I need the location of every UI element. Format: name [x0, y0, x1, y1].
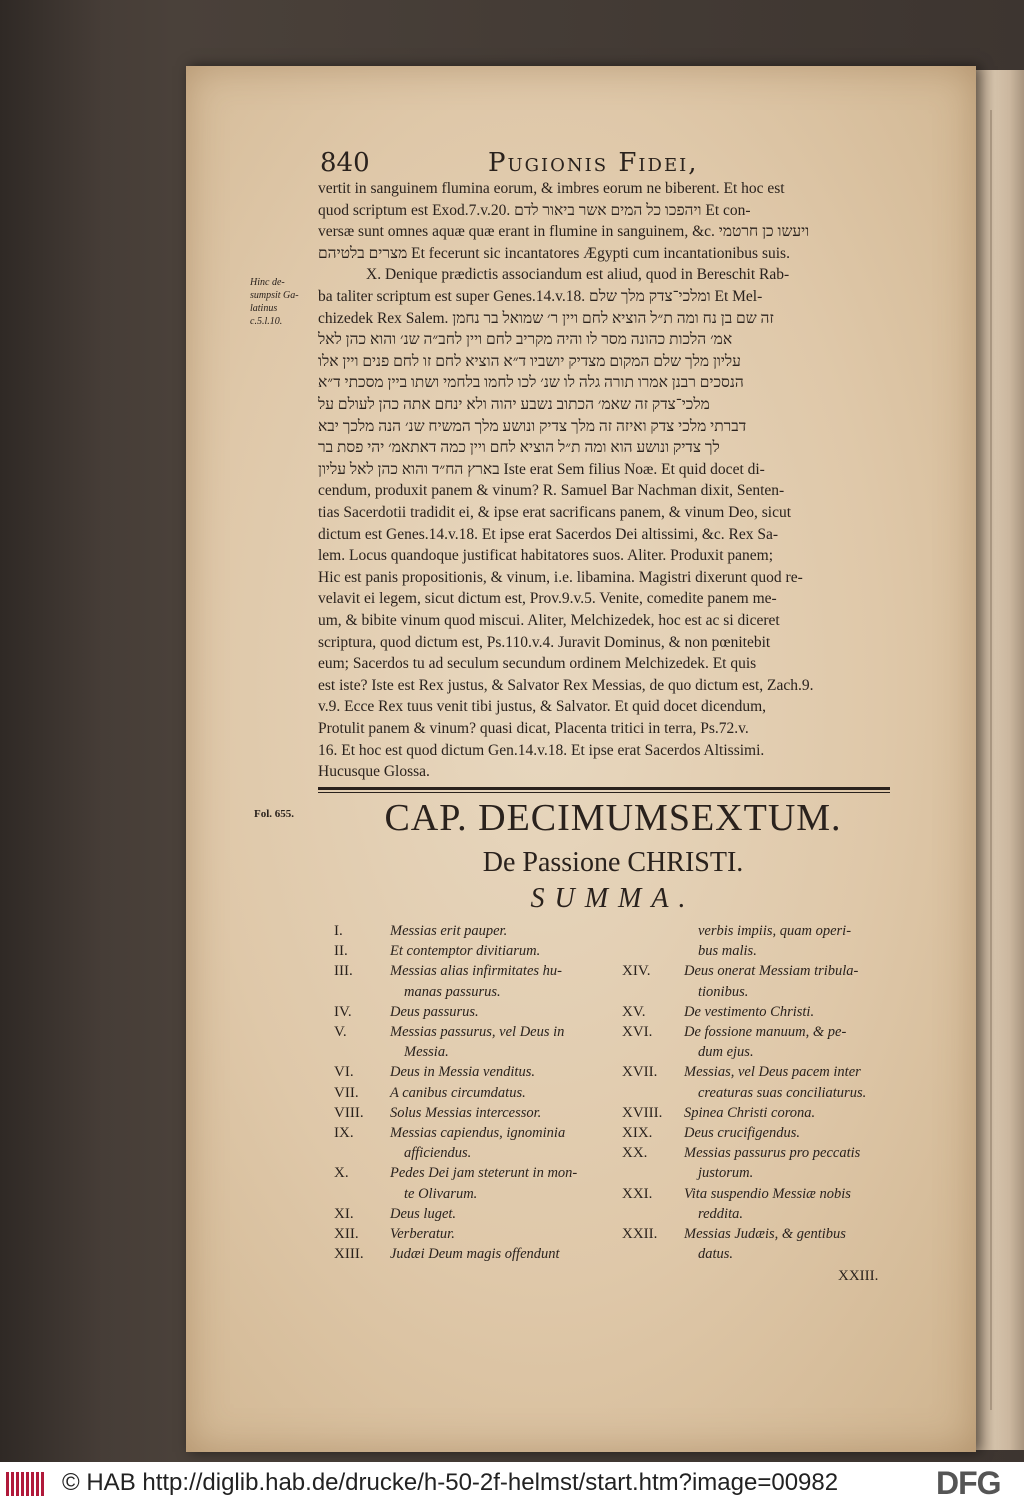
- summary-item-text: De fossione manuum, & pe-: [684, 1024, 847, 1040]
- summary-item-number: XV.: [622, 1003, 646, 1020]
- text-line: 16. Et hoc est quod dictum Gen.14.v.18. Et ipse erat Sacerdos Altissimi.: [318, 741, 765, 759]
- catchword: XXIII.: [838, 1268, 879, 1284]
- summary-item-number: X.: [334, 1165, 349, 1182]
- summary-item-number: XVII.: [622, 1064, 658, 1081]
- text-line: v.9. Ecce Rex tuus venit tibi justus, & Salvator. Et quid docet dicendum,: [318, 698, 766, 716]
- footer-bar: [0, 1462, 1024, 1504]
- summary-item-number: II.: [334, 943, 348, 960]
- text-line: הנסכים רבנן אמרו תורה גלה לו שנ׳ לכו לחמו בלחמי ושתו ביין מסכתי ד״א: [318, 374, 744, 392]
- summary-item-text: te Olivarum.: [404, 1185, 478, 1202]
- text-line: Protulit panem & vinum? quasi dicat, Placenta tritici in terra, Ps.72.v.: [318, 720, 749, 737]
- summary-item-number: XXII.: [622, 1226, 658, 1242]
- summary-item-text: Messias Judæis, & gentibus: [684, 1226, 846, 1242]
- text-line: מצרים בלטיהם Et fecerunt sic incantatores Ægypti cum incantationibus suis.: [318, 244, 790, 262]
- text-line: dictum est Genes.14.v.18. Et ipse erat Sacerdos Dei altissimi, &c. Rex Sa-: [318, 525, 779, 543]
- text-line: בארץ הח״ד והוא כהן לאל עליון Iste erat Sem filius Noæ. Et quid docet di-: [318, 460, 765, 478]
- dfg-logo: DFG: [936, 1465, 1001, 1501]
- summary-item-text: A canibus circumdatus.: [390, 1084, 526, 1101]
- summary-item-text: Messias, vel Deus pacem inter: [684, 1064, 861, 1081]
- margin-note-line: sumpsit Ga-: [250, 290, 299, 301]
- summary-item-text: Messias erit pauper.: [390, 923, 508, 939]
- summary-item-text: manas passurus.: [404, 983, 501, 1000]
- summary-item-number: XIV.: [622, 963, 651, 980]
- text-line: eum; Sacerdos tu ad seculum secundum ordinem Melchizedek. Et quis: [318, 655, 757, 673]
- summary-item-number: XVI.: [622, 1024, 653, 1040]
- summary-item-text: Judæi Deum magis offendunt: [390, 1246, 560, 1263]
- summary-item-number: XIII.: [334, 1246, 364, 1263]
- text-line: Hucusque Glossa.: [318, 763, 430, 781]
- summary-item-number: XX.: [622, 1145, 648, 1162]
- summary-item-number: I.: [334, 923, 343, 939]
- chapter-subtitle: De Passione CHRISTI.: [482, 847, 744, 878]
- summary-item-text: Pedes Dei jam steterunt in mon-: [390, 1165, 578, 1182]
- summary-item-text: Vita suspendio Messiæ nobis: [684, 1185, 851, 1202]
- summary-item-text: Deus luget.: [390, 1205, 457, 1222]
- text-line: versæ sunt omnes aquæ quæ erant in flumine in sanguinem, &c. ויעשו כן חרטמי: [318, 223, 810, 241]
- summary-item-number: XVIII.: [622, 1104, 663, 1121]
- text-line: cendum, produxit panem & vinum? R. Samuel Bar Nachman dixit, Senten-: [318, 482, 785, 500]
- text-line: chizedek Rex Salem. זה שם בן נח ומה ת״ל הוציא לחם ויין ר׳ שמואל בר נחמן: [318, 309, 774, 327]
- summary-item-number: VIII.: [334, 1104, 364, 1121]
- summary-item-text: Solus Messias intercessor.: [390, 1104, 542, 1121]
- summary-item-text: reddita.: [698, 1205, 743, 1222]
- summary-item-text: creaturas suas conciliaturus.: [698, 1084, 867, 1101]
- summary-item-text: Messias passurus, vel Deus in: [390, 1024, 565, 1040]
- next-page-edge: [976, 70, 1024, 1450]
- text-line: דברתי מלכי צדק ואיזה זה מלך צדיק ונושע מלך המשיח שנ׳ הנה מלכך יבא: [318, 417, 747, 435]
- summary-item-text: Messias capiendus, ignominia: [390, 1125, 566, 1141]
- summary-item-number: VI.: [334, 1064, 354, 1081]
- text-line: עליון מלך שלם המקום מצדיק יושביו ד״א הוציא לחם זו לחם פנים ויין אלו: [318, 352, 741, 370]
- text-line: מלכי־צדק זה שאמ׳ הכתוב נשבע יהוה ולא ינחם אתה כהן לעולם על: [318, 396, 710, 413]
- summary-item-text: Messias passurus pro peccatis: [684, 1145, 861, 1162]
- summary-item-text: Deus crucifigendus.: [684, 1125, 800, 1141]
- margin-note-line: latinus: [250, 303, 278, 314]
- summary-item-text: bus malis.: [698, 943, 757, 960]
- summary-item-text: dum ejus.: [698, 1044, 754, 1061]
- summary-item-number: IV.: [334, 1003, 352, 1020]
- summary-item-text: Messias alias infirmitates hu-: [390, 963, 562, 980]
- summary-item-text: Et contemptor divitiarum.: [390, 943, 541, 960]
- page-edge-shadow: [990, 110, 992, 1410]
- text-line: velavit ei legem, sicut dictum est, Prov.9.v.5. Venite, comedite panem me-: [318, 590, 777, 608]
- summary-item-number: IX.: [334, 1125, 354, 1141]
- hab-logo-icon: [6, 1472, 46, 1496]
- page-number: 840: [320, 148, 370, 178]
- summary-item-text: De vestimento Christi.: [684, 1003, 815, 1020]
- section-rule-thin: [318, 792, 890, 793]
- folio-reference: Fol. 655.: [254, 808, 295, 820]
- summary-item-number: III.: [334, 963, 353, 980]
- section-rule: [318, 787, 890, 790]
- text-line: scriptura, quod dictum est, Ps.110.v.4. Juravit Dominus, & non pœnitebit: [318, 633, 771, 651]
- summary-item-number: VII.: [334, 1084, 359, 1101]
- summary-item-text: Deus in Messia venditus.: [390, 1064, 535, 1081]
- summary-item-number: XXI.: [622, 1185, 653, 1202]
- margin-note-line: c.5.l.10.: [250, 316, 283, 327]
- summary-item-text: Messia.: [404, 1044, 449, 1061]
- text-line: אמ׳ הלכות כהונה מסר לו והיה מקריב לחם ויין לחב״ה שנ׳ והוא כהן לאל: [318, 331, 733, 349]
- summary-item-text: verbis impiis, quam operi-: [698, 923, 852, 939]
- summary-item-text: datus.: [698, 1246, 734, 1263]
- text-line: est iste? Iste est Rex justus, & Salvator Rex Messias, de quo dictum est, Zach.9.: [318, 676, 814, 694]
- text-line: X. Denique prædictis associandum est aliud, quod in Bereschit Rab-: [366, 266, 790, 284]
- text-line: tias Sacerdotii tradidit ei, & ipse erat sacrificans panem, & vinum Deo, sicut: [318, 504, 792, 521]
- summary-item-number: XI.: [334, 1205, 354, 1222]
- summary-item-text: Deus onerat Messiam tribula-: [684, 963, 859, 980]
- summary-item-text: tionibus.: [698, 983, 749, 1000]
- text-line: Hic est panis propositionis, & vinum, i.e. libamina. Magistri dixerunt quod re-: [318, 568, 803, 586]
- summary-item-text: Verberatur.: [390, 1226, 455, 1242]
- summary-item-number: V.: [334, 1024, 347, 1040]
- running-title: Pugionis Fidei,: [488, 148, 699, 178]
- summary-item-text: Spinea Christi corona.: [684, 1104, 816, 1121]
- text-line: um, & bibite vinum quod miscui. Aliter, Melchizedek, hoc est ac si diceret: [318, 612, 780, 629]
- chapter-title: CAP. DECIMUMSEXTUM.: [384, 797, 842, 839]
- text-line: ba taliter scriptum est super Genes.14.v.18. ומלכי־צדק מלך שלם Et Mel-: [318, 288, 763, 305]
- margin-note-line: Hinc de-: [250, 277, 285, 288]
- text-line: לך צדיק ונושע הוא ומה ת״ל הוציא לחם ויין כמה דאתאמ׳ יהי פסת בר: [318, 439, 720, 457]
- text-line: lem. Locus quandoque justificat habitatores suos. Aliter. Produxit panem;: [318, 547, 774, 565]
- summary-item-text: justorum.: [698, 1165, 754, 1182]
- text-line: vertit in sanguinem flumina eorum, & imbres eorum ne biberent. Et hoc est: [318, 180, 785, 197]
- summa-heading: SUMMA.: [530, 883, 696, 914]
- summary-item-number: XII.: [334, 1226, 359, 1242]
- summary-item-text: afficiendus.: [404, 1145, 472, 1162]
- summary-item-text: Deus passurus.: [390, 1003, 479, 1020]
- footer-copyright-link[interactable]: © HAB http://diglib.hab.de/drucke/h-50-2f-helmst/start.htm?image=00982: [62, 1469, 839, 1496]
- text-line: quod scriptum est Exod.7.v.20. ויהפכו כל המים אשר ביאור לדם Et con-: [318, 201, 751, 219]
- summary-item-number: XIX.: [622, 1125, 653, 1141]
